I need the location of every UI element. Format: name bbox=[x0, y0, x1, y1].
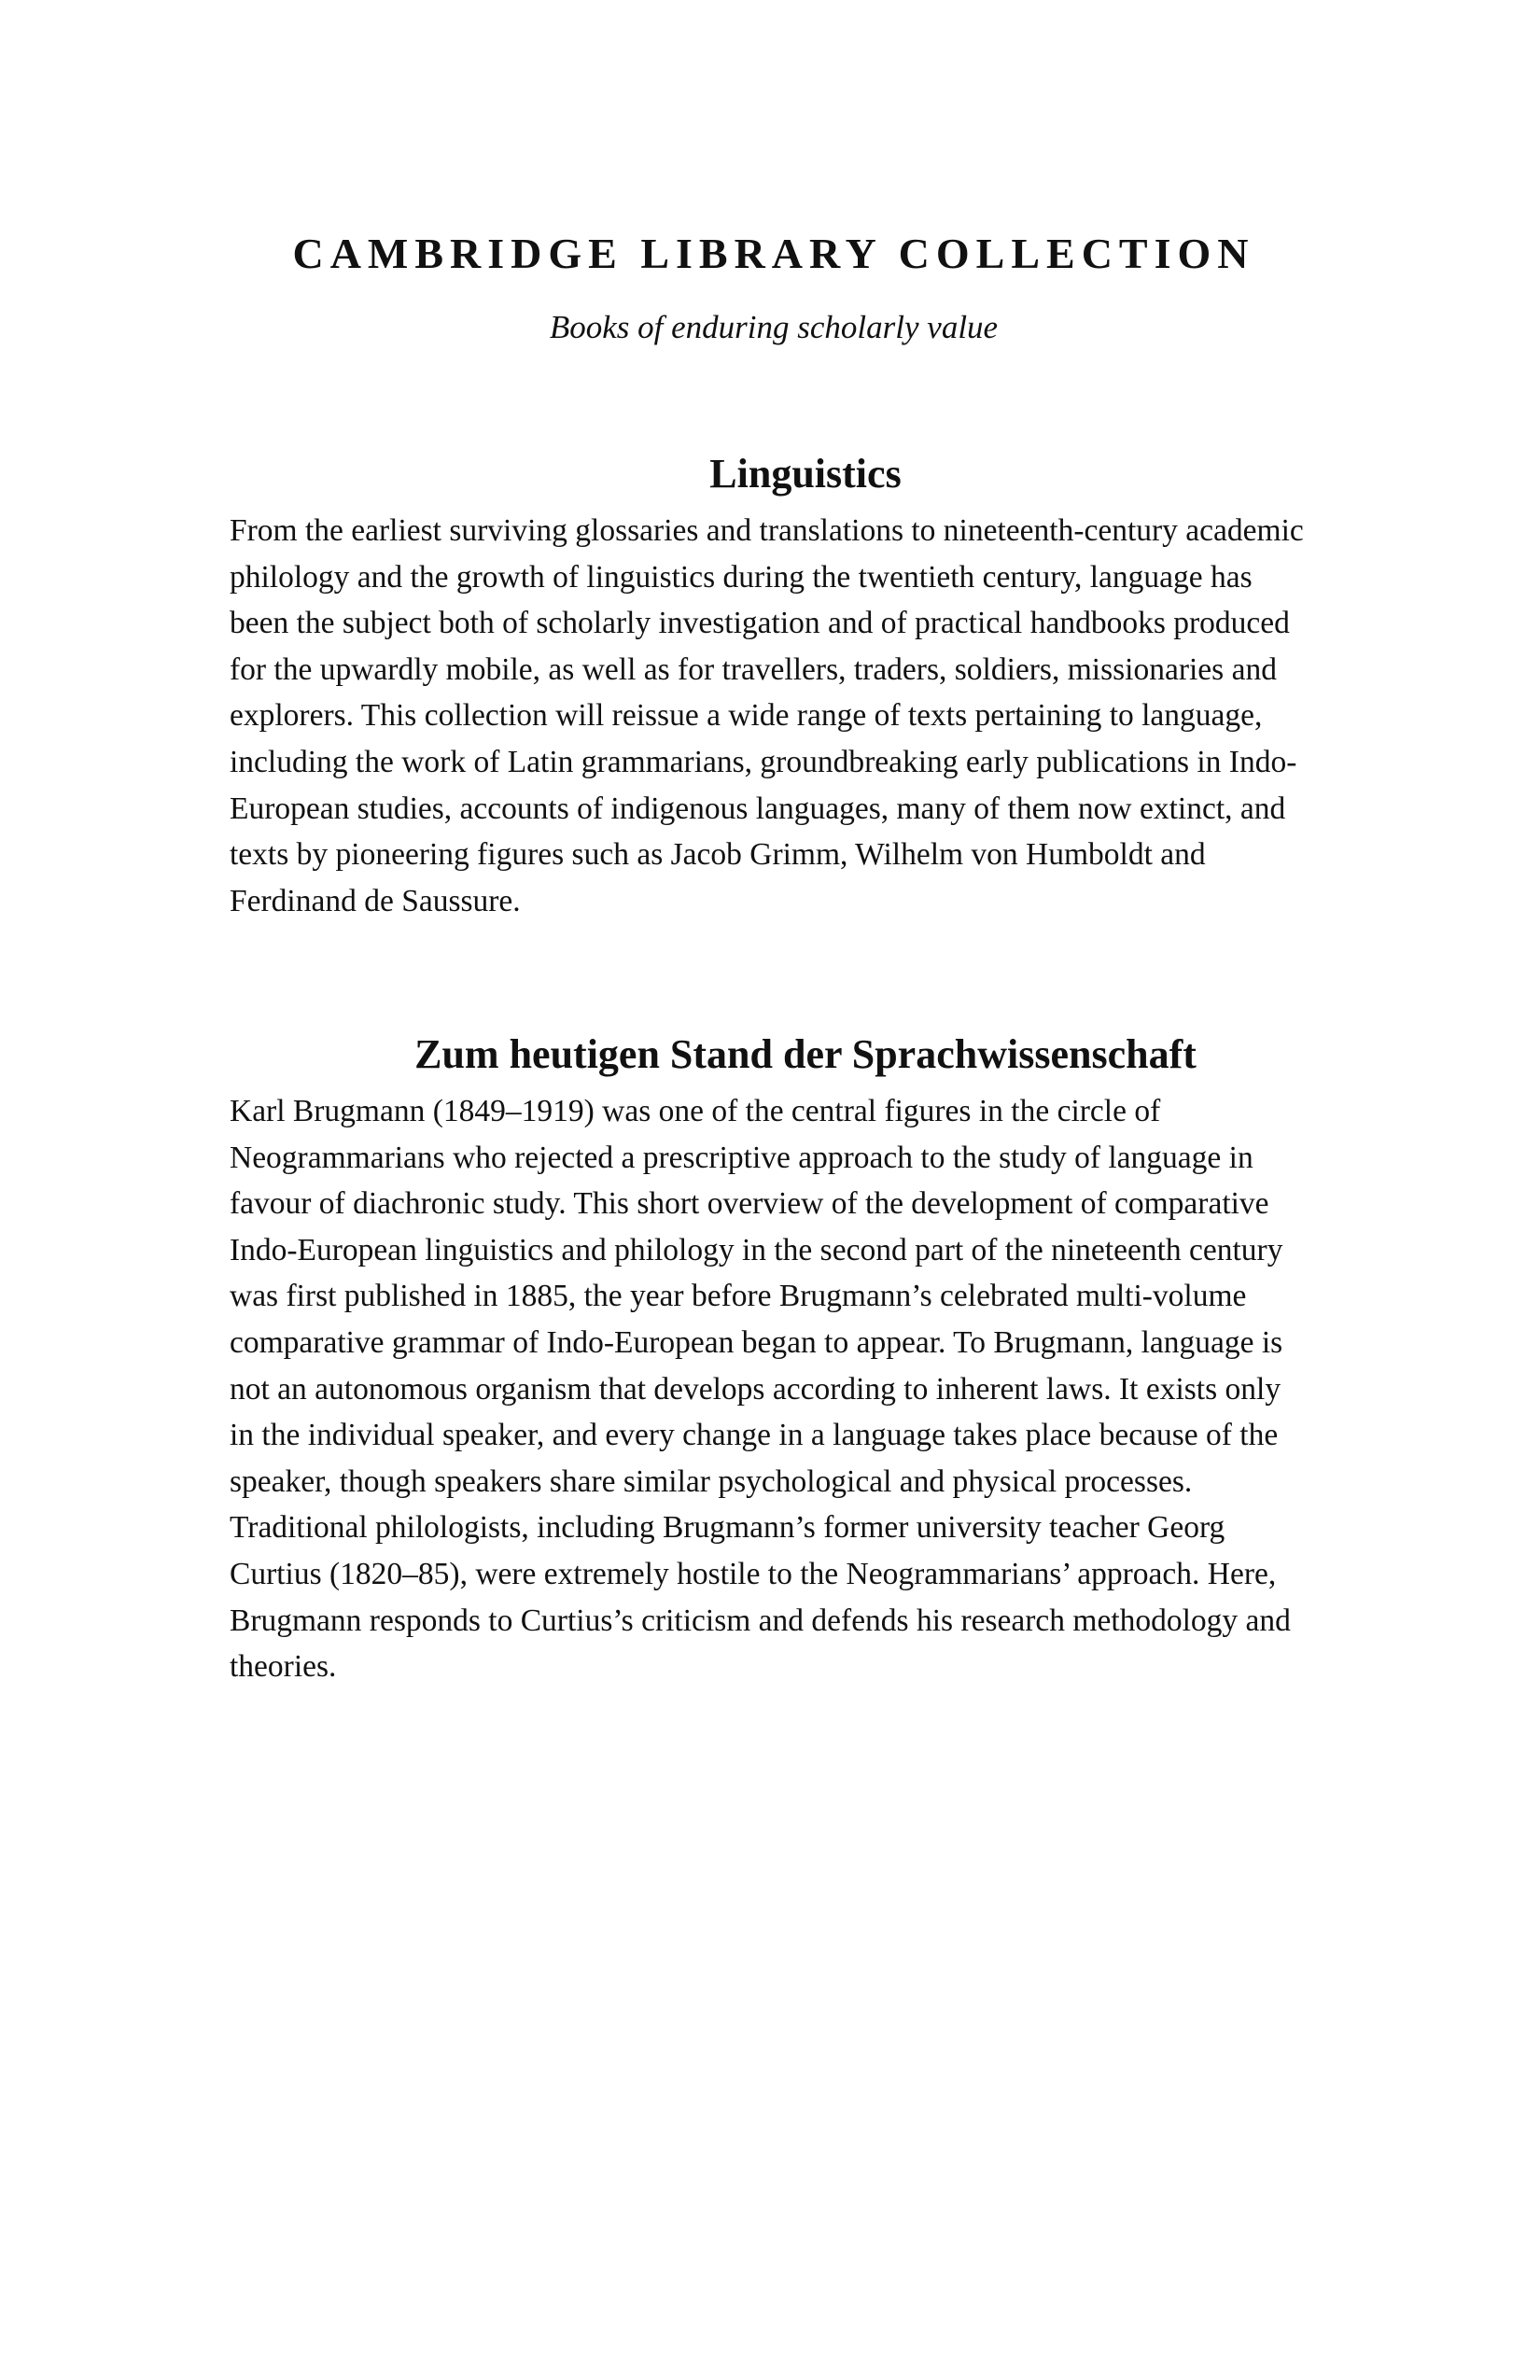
section-book-description bbox=[230, 1027, 1312, 1690]
section-linguistics bbox=[230, 446, 1312, 924]
section-heading-linguistics: Linguistics bbox=[709, 451, 902, 497]
section-heading-book-title: Zum heutigen Stand der Sprachwissenschaft bbox=[414, 1031, 1197, 1077]
collection-tagline: Books of enduring scholarly value bbox=[549, 309, 999, 345]
section-body-linguistics: From the earliest surviving glossaries and translations to nineteenth-century academic philology and the growth of linguistics during the twentieth century, language has been the subject both of scholarly investigation and of practical handbooks produced for the upwardly mobile, as well as for travellers, traders, soldiers, missionaries and explorers. This collection will reissue a wide range of texts pertaining to language, including the work of Latin grammarians, groundbreaking early publications in Indo-European studies, accounts of indigenous languages, many of them now extinct, and texts by pioneering figures such as Jacob Grimm, Wilhelm von Humboldt and Ferdinand de Saussure. bbox=[230, 513, 1304, 918]
collection-title: CAMBRIDGE LIBRARY COLLECTION bbox=[292, 230, 1255, 277]
section-body-book-description: Karl Brugmann (1849–1919) was one of the central figures in the circle of Neogrammarians who rejected a prescriptive approach to the study of language in favour of diachronic study. This short overview of the development of comparative Indo-European linguistics and philology in the second part of the nineteenth century was first published in 1885, the year before Brugmann’s celebrated multi-volume comparative grammar of Indo-European began to appear. To Brugmann, language is not an autonomous organism that develops according to inherent laws. It exists only in the individual speaker, and every change in a language takes place because of the speaker, though speakers share similar psychological and physical processes. Traditional philologists, including Brugmann’s former university teacher Georg Curtius (1820–85), were extremely hostile to the Neogrammarians’ approach. Here, Brugmann responds to Curtius’s criticism and defends his research methodology and theories. bbox=[230, 1094, 1291, 1685]
